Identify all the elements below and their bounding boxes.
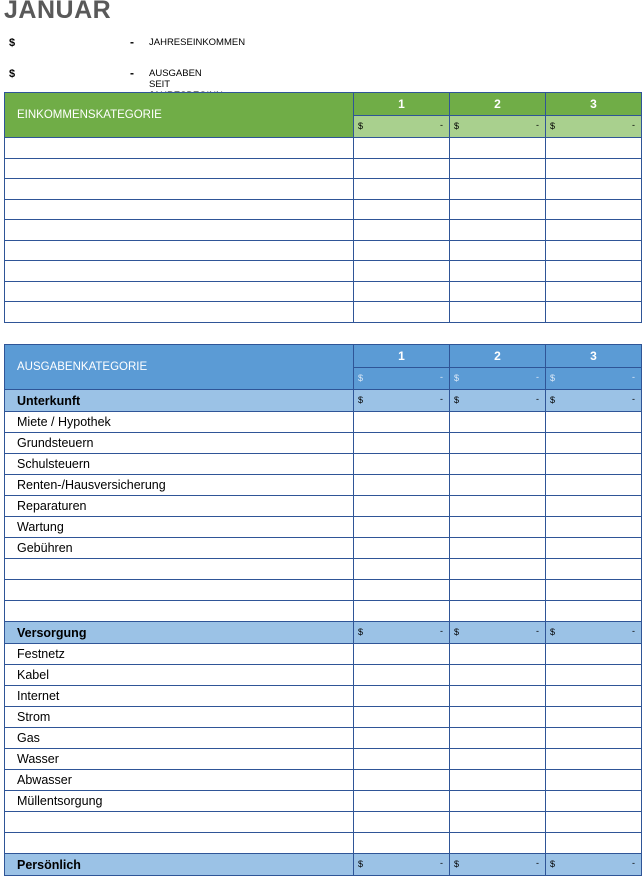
category-subtotal-value: - — [632, 626, 635, 636]
income-amount-cell[interactable] — [450, 261, 546, 282]
expense-amount-cell[interactable] — [546, 812, 642, 833]
currency-symbol: $ — [358, 859, 364, 869]
expense-item-label[interactable]: Schulsteuern — [5, 454, 354, 475]
expense-amount-cell[interactable] — [546, 433, 642, 454]
income-amount-cell[interactable] — [450, 179, 546, 200]
expense-amount-cell[interactable] — [450, 412, 546, 433]
income-amount-cell[interactable] — [354, 220, 450, 241]
income-amount-cell[interactable] — [546, 220, 642, 241]
income-amount-cell[interactable] — [450, 220, 546, 241]
expense-amount-cell[interactable] — [354, 412, 450, 433]
income-amount-cell[interactable] — [450, 281, 546, 302]
expense-amount-cell[interactable] — [450, 791, 546, 812]
category-subtotal-value: - — [440, 394, 443, 404]
category-subtotal-cell[interactable] — [450, 622, 546, 644]
expense-amount-cell[interactable] — [450, 475, 546, 496]
currency-symbol: $ — [358, 627, 364, 637]
expense-item-row — [5, 644, 642, 665]
income-amount-cell[interactable] — [450, 138, 546, 159]
expense-item-row — [5, 412, 642, 433]
category-subtotal-value: - — [536, 858, 539, 868]
expense-item-row — [5, 833, 642, 854]
expense-amount-cell[interactable] — [450, 707, 546, 728]
income-total-value: - — [632, 120, 635, 130]
income-category-cell[interactable] — [5, 199, 354, 220]
category-subtotal-value: - — [440, 626, 443, 636]
expense-amount-cell[interactable] — [546, 749, 642, 770]
expense-amount-cell[interactable] — [354, 770, 450, 791]
income-total-value: - — [536, 120, 539, 130]
expense-amount-cell[interactable] — [450, 833, 546, 854]
currency-symbol: $ — [358, 373, 364, 383]
income-amount-cell[interactable] — [450, 302, 546, 323]
income-category-cell[interactable] — [5, 281, 354, 302]
category-subtotal-cell[interactable] — [450, 390, 546, 412]
category-subtotal-value: - — [440, 858, 443, 868]
expense-amount-cell[interactable] — [546, 517, 642, 538]
currency-symbol: $ — [454, 395, 460, 405]
expense-item-row — [5, 538, 642, 559]
income-amount-cell[interactable] — [354, 302, 450, 323]
expense-item-label[interactable] — [5, 559, 354, 580]
expense-item-row — [5, 517, 642, 538]
expense-item-row — [5, 601, 642, 622]
income-category-cell[interactable] — [5, 240, 354, 261]
currency-symbol: $ — [550, 627, 556, 637]
expense-item-row — [5, 475, 642, 496]
annual-income-label: JAHRESEINKOMMEN — [149, 37, 246, 48]
expense-amount-cell[interactable] — [450, 559, 546, 580]
category-subtotal-value: - — [536, 394, 539, 404]
category-subtotal-cell[interactable] — [450, 854, 546, 876]
category-subtotal-value: - — [536, 626, 539, 636]
income-amount-cell[interactable] — [354, 261, 450, 282]
currency-symbol: $ — [9, 37, 16, 49]
expense-amount-cell[interactable] — [354, 559, 450, 580]
expense-category-label: Persönlich — [5, 854, 354, 876]
currency-symbol: $ — [454, 859, 460, 869]
expense-item-row — [5, 580, 642, 601]
expense-amount-cell[interactable] — [354, 728, 450, 749]
expense-category-row — [5, 854, 642, 876]
expense-item-label[interactable]: Gebühren — [5, 538, 354, 559]
category-subtotal-cell[interactable] — [546, 854, 642, 876]
expense-amount-cell[interactable] — [450, 812, 546, 833]
ytd-expenses-value[interactable]: - — [130, 66, 134, 80]
expense-total-cell[interactable] — [450, 368, 546, 390]
expense-amount-cell[interactable] — [546, 707, 642, 728]
income-category-header: EINKOMMENSKATEGORIE — [5, 93, 354, 138]
income-amount-cell[interactable] — [354, 199, 450, 220]
category-subtotal-cell[interactable] — [354, 390, 450, 412]
income-amount-cell[interactable] — [546, 179, 642, 200]
income-category-cell[interactable] — [5, 138, 354, 159]
expense-item-row — [5, 559, 642, 580]
currency-symbol: $ — [9, 68, 16, 80]
expense-amount-cell[interactable] — [450, 538, 546, 559]
income-amount-cell[interactable] — [450, 240, 546, 261]
category-subtotal-cell[interactable] — [354, 622, 450, 644]
category-subtotal-value: - — [632, 394, 635, 404]
currency-symbol: $ — [550, 121, 556, 131]
expense-item-row — [5, 496, 642, 517]
income-row — [5, 281, 642, 302]
expense-amount-cell[interactable] — [450, 580, 546, 601]
income-total-cell[interactable] — [354, 116, 450, 138]
expense-item-label[interactable] — [5, 580, 354, 601]
expense-item-row — [5, 686, 642, 707]
expense-category-row — [5, 622, 642, 644]
income-amount-cell[interactable] — [450, 199, 546, 220]
expense-item-label[interactable]: Miete / Hypothek — [5, 412, 354, 433]
expense-table — [4, 344, 642, 876]
income-amount-cell[interactable] — [546, 199, 642, 220]
expense-amount-cell[interactable] — [354, 812, 450, 833]
income-amount-cell[interactable] — [354, 240, 450, 261]
expense-amount-cell[interactable] — [354, 517, 450, 538]
income-amount-cell[interactable] — [450, 158, 546, 179]
income-amount-cell[interactable] — [546, 261, 642, 282]
expense-amount-cell[interactable] — [354, 707, 450, 728]
expense-item-row — [5, 812, 642, 833]
income-table — [4, 92, 642, 323]
ytd-expenses-label: AUSGABEN SEIT — [149, 68, 202, 90]
income-row — [5, 261, 642, 282]
currency-symbol: $ — [454, 121, 460, 131]
income-row — [5, 199, 642, 220]
expense-amount-cell[interactable] — [546, 454, 642, 475]
expense-amount-cell[interactable] — [450, 749, 546, 770]
expense-amount-cell[interactable] — [354, 475, 450, 496]
expense-amount-cell[interactable] — [354, 601, 450, 622]
expense-column-1-header: 1 — [354, 345, 450, 368]
expense-amount-cell[interactable] — [354, 454, 450, 475]
expense-item-label[interactable]: Grundsteuern — [5, 433, 354, 454]
expense-amount-cell[interactable] — [450, 686, 546, 707]
expense-item-row — [5, 770, 642, 791]
expense-amount-cell[interactable] — [546, 665, 642, 686]
expense-amount-cell[interactable] — [354, 433, 450, 454]
expense-amount-cell[interactable] — [546, 496, 642, 517]
income-column-1-header: 1 — [354, 93, 450, 116]
expense-total-value: - — [440, 372, 443, 382]
expense-total-value: - — [536, 372, 539, 382]
expense-amount-cell[interactable] — [354, 833, 450, 854]
expense-item-label[interactable]: Strom — [5, 707, 354, 728]
income-amount-cell[interactable] — [354, 281, 450, 302]
expense-amount-cell[interactable] — [546, 601, 642, 622]
income-row — [5, 220, 642, 241]
expense-amount-cell[interactable] — [450, 601, 546, 622]
expense-item-row — [5, 749, 642, 770]
expense-item-label[interactable]: Wartung — [5, 517, 354, 538]
expense-amount-cell[interactable] — [354, 580, 450, 601]
expense-amount-cell[interactable] — [546, 644, 642, 665]
expense-amount-cell[interactable] — [450, 644, 546, 665]
page-title: JANUAR — [4, 0, 112, 24]
income-row — [5, 158, 642, 179]
income-column-2-header: 2 — [450, 93, 546, 116]
expense-column-2-header: 2 — [450, 345, 546, 368]
expense-category-row — [5, 390, 642, 412]
category-subtotal-value: - — [632, 858, 635, 868]
annual-income-value[interactable]: - — [130, 35, 134, 49]
income-amount-cell[interactable] — [354, 138, 450, 159]
expense-category-label: Versorgung — [5, 622, 354, 644]
income-amount-cell[interactable] — [546, 158, 642, 179]
expense-item-row — [5, 665, 642, 686]
income-column-3-header: 3 — [546, 93, 642, 116]
category-subtotal-cell[interactable] — [546, 622, 642, 644]
expense-amount-cell[interactable] — [354, 749, 450, 770]
expense-item-label[interactable]: Reparaturen — [5, 496, 354, 517]
income-row — [5, 138, 642, 159]
income-category-cell[interactable] — [5, 158, 354, 179]
expense-amount-cell[interactable] — [354, 538, 450, 559]
expense-amount-cell[interactable] — [546, 728, 642, 749]
expense-category-header: AUSGABENKATEGORIE — [5, 345, 354, 390]
income-row — [5, 240, 642, 261]
income-total-value: - — [440, 120, 443, 130]
expense-item-label[interactable]: Abwasser — [5, 770, 354, 791]
income-category-cell[interactable] — [5, 302, 354, 323]
category-subtotal-cell[interactable] — [546, 390, 642, 412]
income-total-cell[interactable] — [450, 116, 546, 138]
currency-symbol: $ — [550, 373, 556, 383]
expense-column-3-header: 3 — [546, 345, 642, 368]
expense-total-value: - — [632, 372, 635, 382]
expense-amount-cell[interactable] — [546, 686, 642, 707]
expense-amount-cell[interactable] — [354, 496, 450, 517]
expense-item-row — [5, 433, 642, 454]
expense-amount-cell[interactable] — [546, 475, 642, 496]
expense-item-label[interactable]: Gas — [5, 728, 354, 749]
expense-amount-cell[interactable] — [546, 833, 642, 854]
expense-amount-cell[interactable] — [546, 770, 642, 791]
expense-amount-cell[interactable] — [450, 770, 546, 791]
expense-amount-cell[interactable] — [546, 538, 642, 559]
currency-symbol: $ — [358, 121, 364, 131]
expense-item-label[interactable] — [5, 812, 354, 833]
expense-total-cell[interactable] — [354, 368, 450, 390]
expense-item-label[interactable] — [5, 601, 354, 622]
expense-item-label[interactable]: Kabel — [5, 665, 354, 686]
currency-symbol: $ — [550, 859, 556, 869]
expense-item-label[interactable]: Internet — [5, 686, 354, 707]
expense-amount-cell[interactable] — [450, 433, 546, 454]
expense-amount-cell[interactable] — [450, 728, 546, 749]
expense-amount-cell[interactable] — [354, 686, 450, 707]
expense-item-row — [5, 791, 642, 812]
expense-amount-cell[interactable] — [450, 454, 546, 475]
expense-item-label[interactable] — [5, 833, 354, 854]
income-amount-cell[interactable] — [546, 240, 642, 261]
expense-amount-cell[interactable] — [546, 412, 642, 433]
expense-amount-cell[interactable] — [546, 559, 642, 580]
expense-amount-cell[interactable] — [450, 496, 546, 517]
expense-item-label[interactable]: Müllentsorgung — [5, 791, 354, 812]
expense-item-row — [5, 728, 642, 749]
expense-item-label[interactable]: Festnetz — [5, 644, 354, 665]
currency-symbol: $ — [550, 395, 556, 405]
income-total-cell[interactable] — [546, 116, 642, 138]
currency-symbol: $ — [358, 395, 364, 405]
income-category-cell[interactable] — [5, 179, 354, 200]
income-category-cell[interactable] — [5, 261, 354, 282]
expense-amount-cell[interactable] — [354, 665, 450, 686]
expense-amount-cell[interactable] — [354, 644, 450, 665]
expense-amount-cell[interactable] — [354, 791, 450, 812]
income-amount-cell[interactable] — [546, 138, 642, 159]
income-amount-cell[interactable] — [354, 158, 450, 179]
expense-amount-cell[interactable] — [450, 665, 546, 686]
expense-item-row — [5, 454, 642, 475]
category-subtotal-cell[interactable] — [354, 854, 450, 876]
expense-item-label[interactable]: Renten-/Hausversicherung — [5, 475, 354, 496]
income-category-cell[interactable] — [5, 220, 354, 241]
currency-symbol: $ — [454, 627, 460, 637]
expense-amount-cell[interactable] — [546, 580, 642, 601]
expense-amount-cell[interactable] — [546, 791, 642, 812]
income-amount-cell[interactable] — [546, 302, 642, 323]
expense-item-label[interactable]: Wasser — [5, 749, 354, 770]
income-row — [5, 302, 642, 323]
income-row — [5, 179, 642, 200]
income-amount-cell[interactable] — [546, 281, 642, 302]
expense-total-cell[interactable] — [546, 368, 642, 390]
expense-item-row — [5, 707, 642, 728]
expense-category-label: Unterkunft — [5, 390, 354, 412]
income-amount-cell[interactable] — [354, 179, 450, 200]
currency-symbol: $ — [454, 373, 460, 383]
expense-amount-cell[interactable] — [450, 517, 546, 538]
